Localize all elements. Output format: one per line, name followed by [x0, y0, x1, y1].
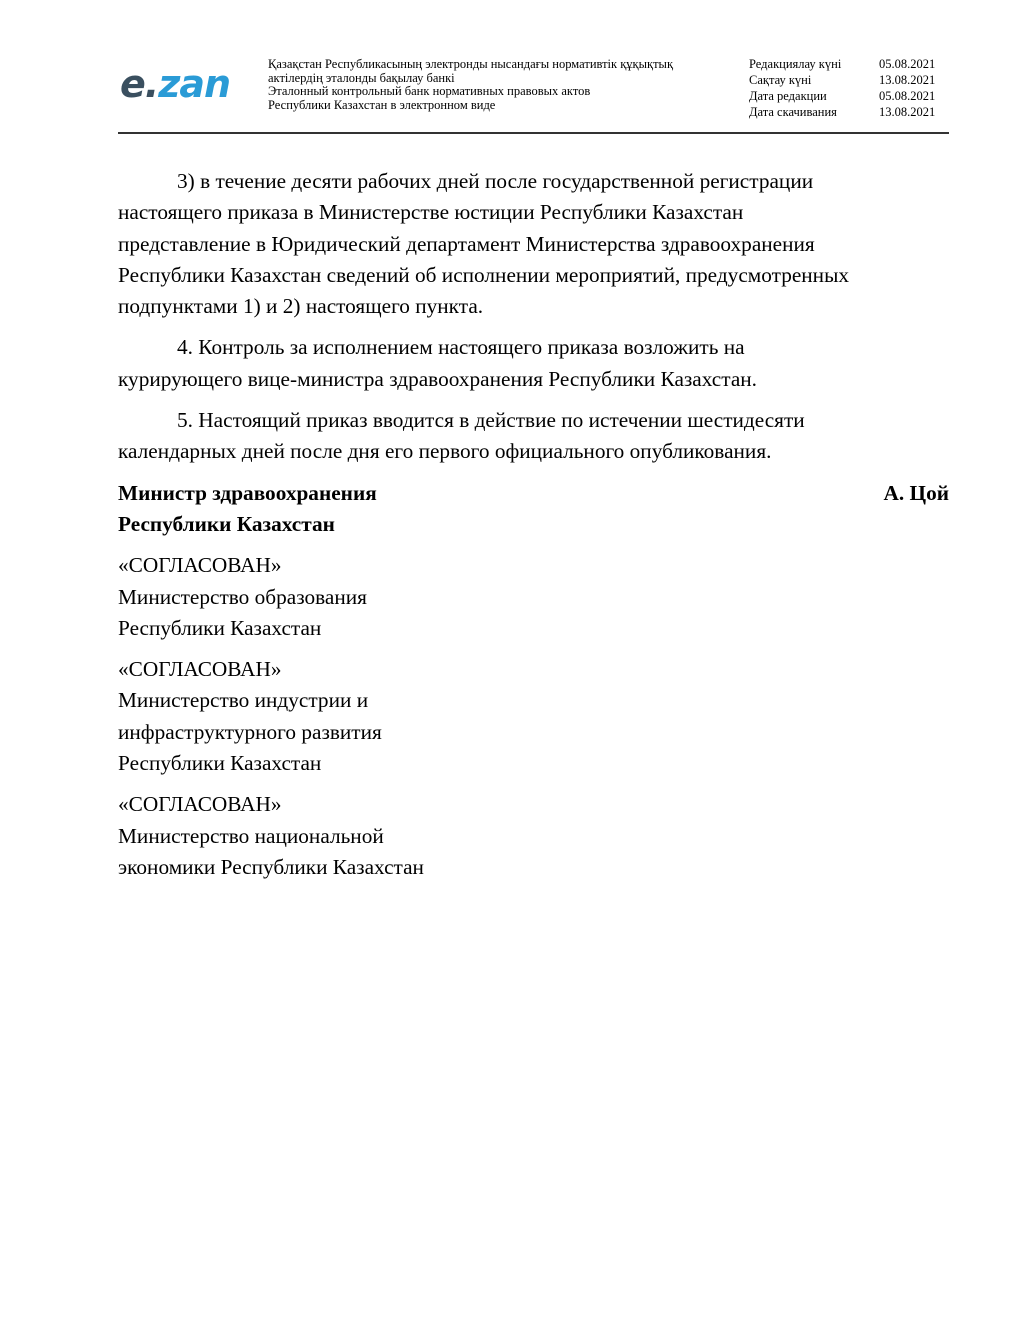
meta-row-save-date-kz — [749, 72, 949, 88]
approval-line: инфраструктурного развития — [118, 719, 382, 744]
paragraph-4 — [118, 332, 949, 395]
text-line: настоящего приказа в Министерстве юстиции Республики Казахстан — [118, 200, 744, 225]
meta-label: Сақтау күні — [749, 73, 812, 87]
text-line: Республики Казахстан сведений об исполнении мероприятий, предусмотренных — [118, 262, 850, 287]
header-title-line: Республики Казахстан в электронном виде — [268, 97, 496, 112]
header-title — [268, 58, 718, 112]
ezan-logo: e.zan — [120, 62, 231, 106]
approval-block — [118, 550, 949, 644]
approval-line: экономики Республики Казахстан — [118, 854, 424, 879]
signer-position: Министр здравоохранения — [118, 480, 377, 505]
approval-line: Министерство индустрии и — [118, 688, 369, 713]
text-line: 5. Настоящий приказ вводится в действие по истечении шестидесяти — [177, 408, 805, 433]
text-line: 4. Контроль за исполнением настоящего приказа возложить на — [177, 335, 745, 360]
meta-value: 13.08.2021 — [879, 73, 936, 87]
meta-label: Дата скачивания — [749, 105, 837, 119]
header-divider — [118, 132, 949, 134]
header-title-line: актілердің эталонды бақылау банкі — [268, 70, 455, 85]
document-body — [118, 166, 949, 893]
text-line: 3) в течение десяти рабочих дней после государственной регистрации — [177, 169, 814, 193]
approval-block — [118, 789, 949, 883]
header-meta — [749, 56, 949, 120]
page-header — [118, 56, 949, 134]
approval-line: «СОГЛАСОВАН» — [118, 657, 282, 682]
approval-line: Республики Казахстан — [118, 751, 322, 776]
approval-line: «СОГЛАСОВАН» — [118, 792, 282, 817]
approval-line: Министерство образования — [118, 584, 367, 609]
signer-name: А. Цой — [883, 480, 949, 505]
text-line: календарных дней после дня его первого официального опубликования. — [118, 439, 772, 464]
paragraph-5 — [118, 405, 949, 468]
meta-row-edit-date-kz — [749, 56, 949, 72]
meta-row-edit-date — [749, 88, 949, 104]
header-title-line: Эталонный контрольный банк нормативных правовых актов — [268, 84, 591, 98]
meta-label: Дата редакции — [749, 89, 827, 103]
approval-line: Республики Казахстан — [118, 615, 322, 640]
signature-block — [118, 478, 949, 541]
meta-value: 13.08.2021 — [879, 105, 936, 119]
header-title-line: Қазақстан Республикасының электронды нысандағы нормативтік құқықтық — [268, 57, 674, 71]
text-line: подпунктами 1) и 2) настоящего пункта. — [118, 294, 484, 319]
signer-position: Республики Казахстан — [118, 511, 335, 536]
text-line: курирующего вице-министра здравоохранения Республики Казахстан. — [118, 366, 757, 391]
paragraph-3 — [118, 166, 949, 322]
approval-block — [118, 654, 949, 779]
approval-line: Министерство национальной — [118, 823, 384, 848]
meta-label: Редакциялау күні — [749, 57, 842, 71]
meta-value: 05.08.2021 — [879, 57, 936, 71]
meta-row-download-date — [749, 104, 949, 120]
meta-value: 05.08.2021 — [879, 89, 936, 103]
text-line: представление в Юридический департамент Министерства здравоохранения — [118, 231, 815, 256]
approval-line: «СОГЛАСОВАН» — [118, 553, 282, 578]
